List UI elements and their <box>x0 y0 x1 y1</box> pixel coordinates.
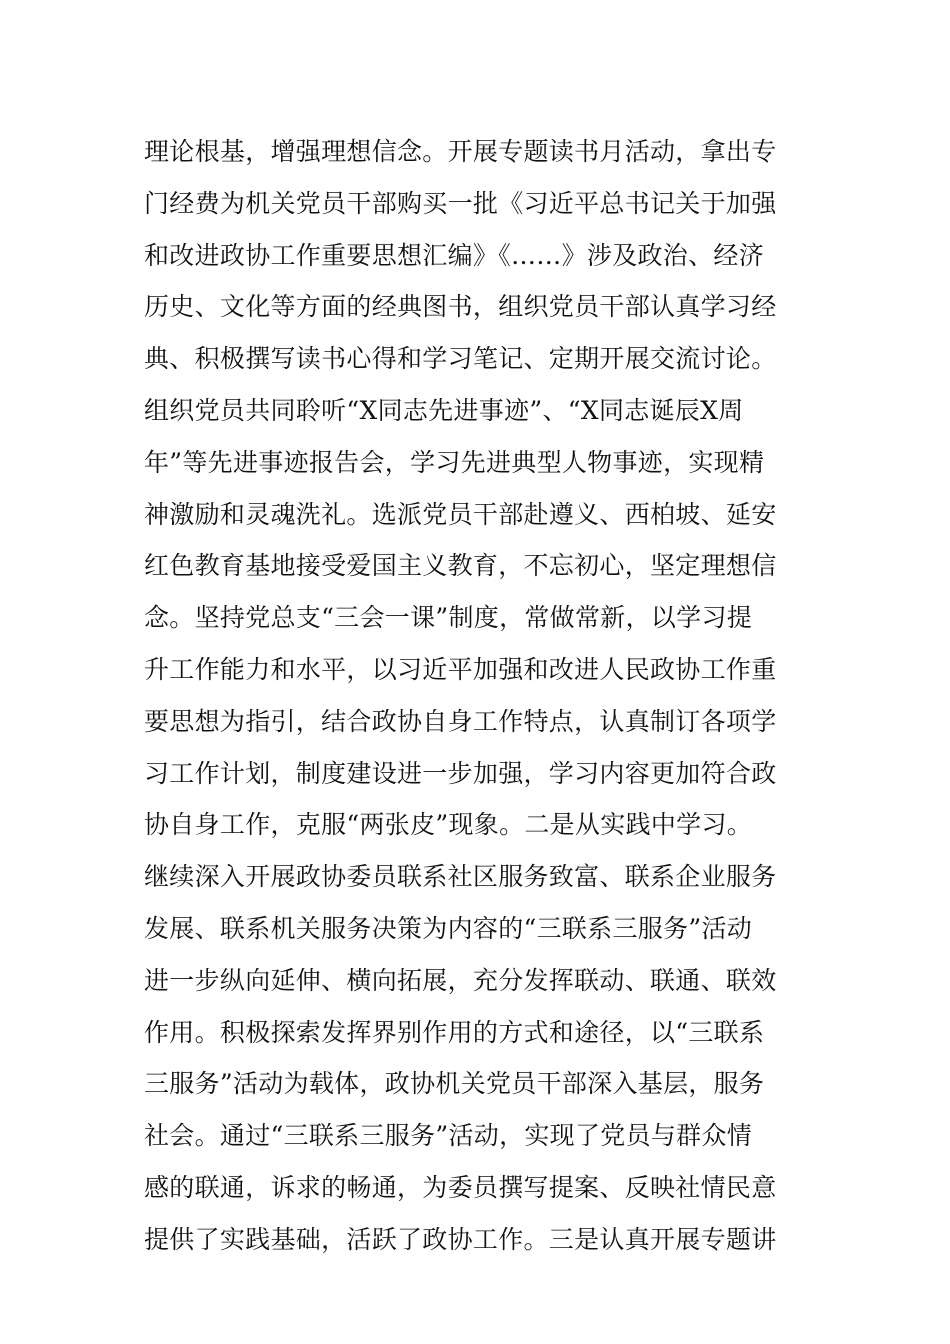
text-line: 念。坚持党总支“三会一课”制度，常做常新，以学习提 <box>144 603 753 633</box>
text-line: 社会。通过“三联系三服务”活动，实现了党员与群众情 <box>144 1121 753 1151</box>
text-line: 升工作能力和水平，以习近平加强和改进人民政协工作重 <box>144 654 777 684</box>
text-line: 门经费为机关党员干部购买一批《习近平总书记关于加强 <box>144 188 777 218</box>
text-line: 要思想为指引，结合政协自身工作特点，认真制订各项学 <box>144 706 777 736</box>
text-line: 继续深入开展政协委员联系社区服务致富、联系企业服务 <box>144 862 777 892</box>
text-line: 历史、文化等方面的经典图书，组织党员干部认真学习经 <box>144 292 777 322</box>
text-line: 进一步纵向延伸、横向拓展，充分发挥联动、联通、联效 <box>144 965 777 995</box>
text-line: 组织党员共同聆听“X同志先进事迹”、“X同志诞辰X周 <box>144 395 744 425</box>
text-line: 和改进政协工作重要思想汇编》《……》涉及政治、经济 <box>144 240 765 270</box>
text-line: 作用。积极探索发挥界别作用的方式和途径，以“三联系 <box>144 1017 765 1047</box>
text-line: 理论根基，增强理想信念。开展专题读书月活动，拿出专 <box>144 137 777 166</box>
text-line: 三服务”活动为载体，政协机关党员干部深入基层，服务 <box>144 1069 765 1099</box>
text-line: 神激励和灵魂洗礼。选派党员干部赴遵义、西柏坡、延安 <box>144 499 777 529</box>
text-line: 感的联通，诉求的畅通，为委员撰写提案、反映社情民意 <box>144 1172 777 1202</box>
text-line: 提供了实践基础，活跃了政协工作。三是认真开展专题讲 <box>144 1224 777 1254</box>
text-line: 发展、联系机关服务决策为内容的“三联系三服务”活动 <box>144 913 753 943</box>
body-text <box>144 126 824 1266</box>
text-line: 协自身工作，克服“两张皮”现象。二是从实践中学习。 <box>144 810 753 840</box>
text-line: 典、积极撰写读书心得和学习笔记、定期开展交流讨论。 <box>144 344 777 374</box>
text-line: 红色教育基地接受爱国主义教育，不忘初心，坚定理想信 <box>144 551 777 581</box>
text-line: 年”等先进事迹报告会，学习先进典型人物事迹，实现精 <box>144 447 765 477</box>
text-line: 习工作计划，制度建设进一步加强，学习内容更加符合政 <box>144 758 777 788</box>
